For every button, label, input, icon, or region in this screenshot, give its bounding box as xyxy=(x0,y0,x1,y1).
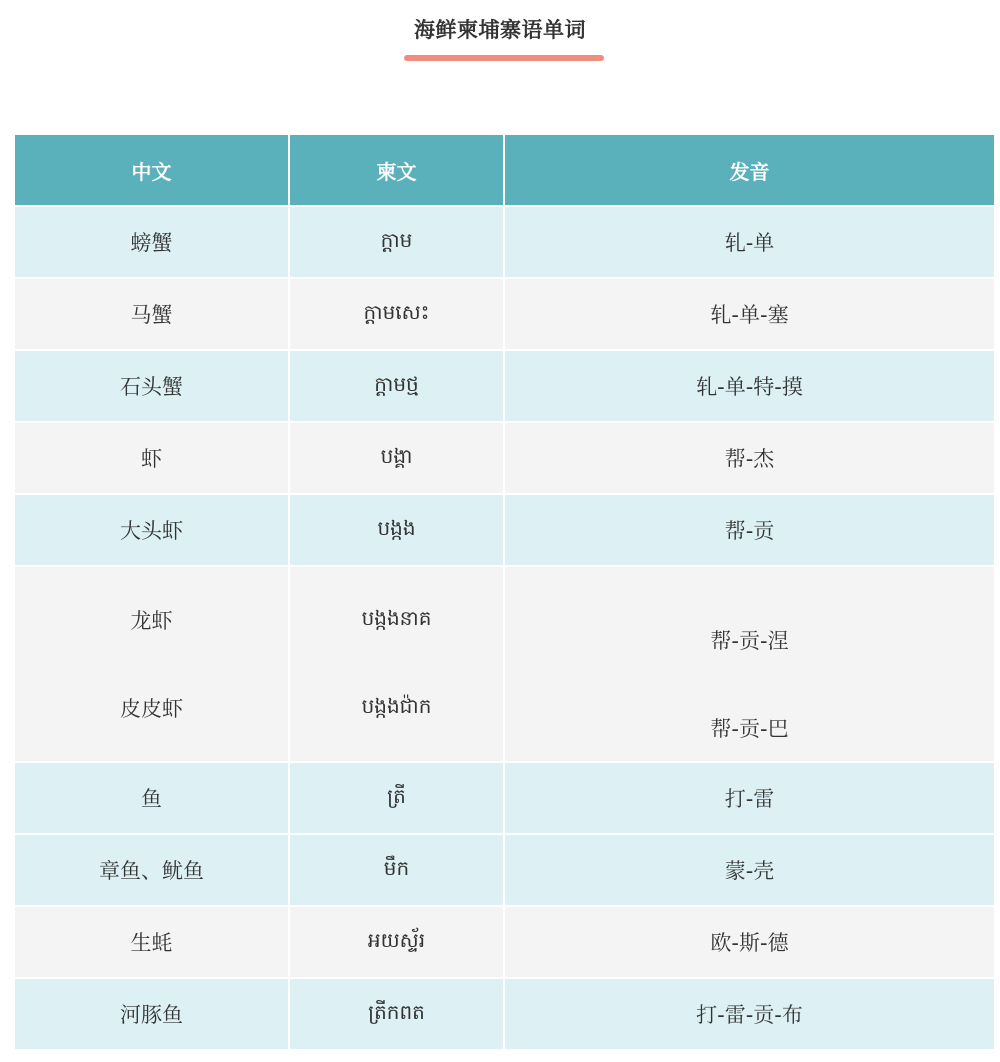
cell-pronunciation: 帮-杰 xyxy=(504,422,995,494)
cell-khmer: បង្គា xyxy=(289,422,504,494)
cell-khmer xyxy=(289,566,504,762)
cell-chinese xyxy=(14,566,289,762)
cell-pronunciation-line: 帮-贡-巴 xyxy=(710,717,789,741)
cell-pronunciation: 轧-单-塞 xyxy=(504,278,995,350)
cell-pronunciation: 欧-斯-德 xyxy=(504,906,995,978)
cell-pronunciation-line: 帮-贡-涅 xyxy=(710,629,789,653)
cell-khmer: ក្តាមថ្ម xyxy=(289,350,504,422)
cell-khmer: ក្តាម xyxy=(289,206,504,278)
table-row xyxy=(14,422,995,494)
table-row xyxy=(14,494,995,566)
header-pronunciation: 发音 xyxy=(504,134,995,206)
cell-chinese: 虾 xyxy=(14,422,289,494)
cell-chinese: 螃蟹 xyxy=(14,206,289,278)
cell-pronunciation xyxy=(504,566,995,762)
cell-khmer: ត្រីកពត xyxy=(289,978,504,1050)
cell-khmer: ក្តាមសេះ xyxy=(289,278,504,350)
cell-chinese: 大头虾 xyxy=(14,494,289,566)
table-row xyxy=(14,206,995,278)
cell-chinese: 河豚鱼 xyxy=(14,978,289,1050)
cell-chinese: 章鱼、鱿鱼 xyxy=(14,834,289,906)
cell-pronunciation: 轧-单-特-摸 xyxy=(504,350,995,422)
cell-khmer-line: បង្កងនាគ xyxy=(361,606,432,630)
title-block xyxy=(0,0,1000,70)
cell-khmer: ត្រី xyxy=(289,762,504,834)
cell-pronunciation: 打-雷-贡-布 xyxy=(504,978,995,1050)
cell-pronunciation: 蒙-壳 xyxy=(504,834,995,906)
header-khmer: 柬文 xyxy=(289,134,504,206)
cell-chinese: 鱼 xyxy=(14,762,289,834)
cell-pronunciation: 轧-单 xyxy=(504,206,995,278)
table-header-row xyxy=(14,134,995,206)
vocab-table xyxy=(13,133,996,1051)
cell-chinese: 马蟹 xyxy=(14,278,289,350)
cell-chinese-line: 皮皮虾 xyxy=(120,697,183,721)
cell-khmer: បង្កង xyxy=(289,494,504,566)
table-row xyxy=(14,350,995,422)
cell-pronunciation: 打-雷 xyxy=(504,762,995,834)
table-row xyxy=(14,278,995,350)
cell-pronunciation: 帮-贡 xyxy=(504,494,995,566)
header-chinese: 中文 xyxy=(14,134,289,206)
table-row xyxy=(14,978,995,1050)
cell-khmer: មឹក xyxy=(289,834,504,906)
table-row xyxy=(14,834,995,906)
page-title: 海鲜柬埔寨语单词 xyxy=(414,18,586,42)
cell-chinese-line: 龙虾 xyxy=(130,609,173,633)
cell-khmer: អយស្ទ័រ xyxy=(289,906,504,978)
table-row xyxy=(14,762,995,834)
cell-khmer-line: បង្កងជ៉ាក xyxy=(361,694,432,718)
title-underline xyxy=(404,55,604,61)
cell-chinese: 生蚝 xyxy=(14,906,289,978)
table-row xyxy=(14,566,995,762)
table-row xyxy=(14,906,995,978)
cell-chinese: 石头蟹 xyxy=(14,350,289,422)
